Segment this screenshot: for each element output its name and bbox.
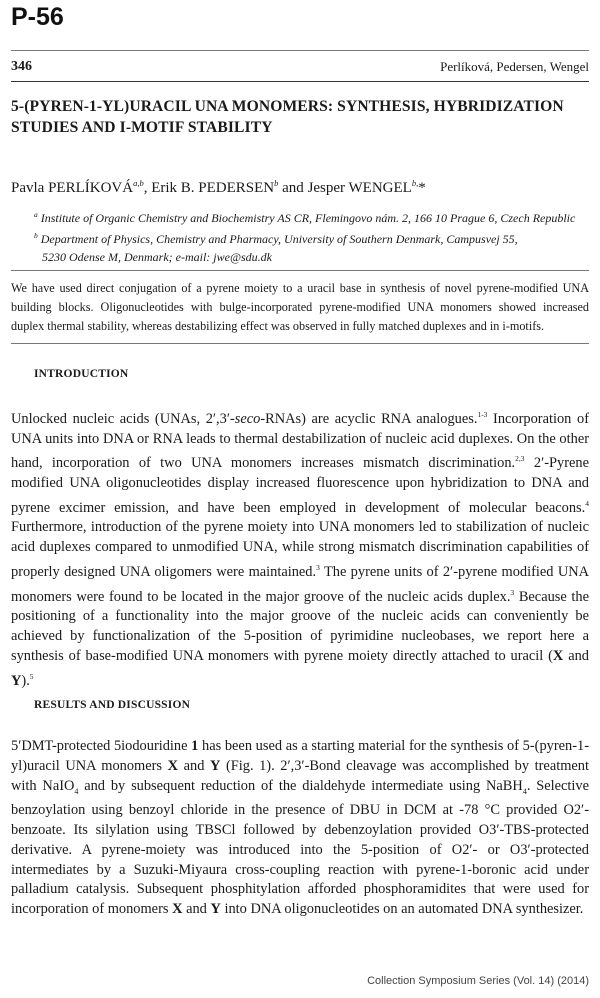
- results-heading: RESULTS AND DISCUSSION: [34, 699, 191, 711]
- results-body: [11, 737, 589, 920]
- text-run: 5: [29, 671, 34, 681]
- text-run: . Selective benzoylation using benzoyl chloride in the presence of DBU in DCM at -78 °C provided O2′-benzoate. Its silylation using TBSCl followed by debenzoylation provided O3′-TBS-protected derivative. A pyrene-moiety was introduced into the 5-position of O2′- or O3′-protected intermediates by a Suzuki-Miyaura cross-coupling reaction with pyrene-1-boronic acid under palladium catalysis. Subsequent phosphitylation afforded phosphoramidites that were used for incorporation of monomers: [11, 777, 589, 918]
- text-run: has been used as a starting material for the synthesis of 5-(pyren-1-yl)uracil UNA monomers: [11, 738, 589, 774]
- text-run: and by subsequent reduction of the dialdehyde intermediate using NaBH: [78, 777, 523, 794]
- text-run: 5′DMT-protected 5iodouridine: [11, 738, 192, 754]
- text-run: 4: [522, 786, 527, 796]
- text-run: 4: [74, 786, 79, 796]
- affiliation-b-address: 5230 Odense M, Denmark; e-mail: jwe@sdu.dk: [42, 250, 272, 264]
- text-run: 3: [316, 562, 320, 572]
- text-run: Furthermore, introduction of the pyrene moiety into UNA monomers led to stabilization of nucleic acid duplexes compared to unmodified UNA, while strong mismatch discrimination capabilities of properly designed UNA oligomers were maintained.: [11, 519, 589, 580]
- text-run: and: [178, 757, 210, 774]
- footer-series: Collection Symposium Series (Vol. 14) (2014): [367, 975, 589, 987]
- author-list: Pavla PERLÍKOVÁ$^{a,b}$, Erik B. PEDERSEN$^b$ and Jesper $WENGEL^{b,}*$: [11, 178, 426, 196]
- text-run: 3: [510, 587, 515, 597]
- author-1: Pavla PERLÍKOVÁ$^{a,b}$: [11, 178, 144, 196]
- affiliations: [34, 206, 589, 266]
- text-run: X: [172, 901, 183, 918]
- text-run: Y: [209, 757, 221, 774]
- text-run: 4: [585, 498, 589, 508]
- text-run: 2′-Pyrene modified UNA oligonucleotides display increased fluorescence upon hybridization to DNA and pyrene excimer emission, and have been employed in development of molecular beacons.: [11, 455, 589, 516]
- abstract: We have used direct conjugation of a pyrene moiety to a uracil base in synthesis of novel pyrene-modified UNA building blocks. Oligonucleotides with bulge-incorporated pyrene-modified UNA monomers showed increased duplex thermal stability, whereas destabilizing effect was observed in fully matched duplexes and in i-motifs.: [11, 281, 589, 333]
- text-run: Unlocked nucleic acids (UNAs, 2′,3′-: [11, 410, 235, 427]
- text-run: Y: [210, 901, 221, 918]
- author-2: Erik B. PEDERSEN$^b$: [151, 178, 279, 196]
- text-run: seco: [234, 410, 261, 427]
- text-run: (Fig. 1). 2′,3′-Bond cleavage was accomplished by treatment with NaIO: [11, 757, 589, 794]
- introduction-body: [11, 405, 589, 691]
- text-run: The pyrene units of 2′-pyrene modified UNA monomers were found to be located in the major groove of the nucleic acids duplex.: [11, 563, 589, 605]
- text-run: and: [182, 901, 211, 918]
- affiliation-b: $^b$ Department of Physics, Chemistry and Pharmacy, University of Southern Denmark, Campusvej 55,: [34, 231, 518, 246]
- affiliation-a: $^a$ Institute of Organic Chemistry and Biochemistry AS CR, Flemingovo nám. 2, 166 10 Prague 6, Czech Republic: [34, 210, 576, 225]
- introduction-heading: INTRODUCTION: [34, 368, 129, 380]
- running-head: Perlíková, Pedersen, Wengel: [440, 59, 589, 74]
- abstract-top-rule: [11, 270, 589, 271]
- text-run: X: [167, 757, 179, 774]
- author-3: Jesper $WENGEL^{b,}*$: [307, 178, 426, 196]
- text-run: Because the positioning of a functionality into the major groove of the nucleic acids can conveniently be achieved by functionalization of the 5-position of pyrimidine nucleobases, we report here a synthesis of base-modified UNA monomers with pyrene moiety directly attached to uracil (: [11, 588, 589, 664]
- text-run: into DNA oligonucleotides on an automated DNA synthesizer.: [220, 901, 584, 918]
- page-number: 346: [11, 59, 32, 74]
- text-run: 1: [191, 738, 199, 754]
- running-head-rule: [11, 81, 589, 82]
- text-run: Incorporation of UNA units into DNA or RNA leads to thermal destabilization of nucleic acid duplexes. On the other hand, incorporation of two UNA monomers increases mismatch discrimination.: [11, 410, 589, 472]
- text-run: and: [563, 647, 589, 664]
- text-run: ).: [21, 672, 30, 689]
- text-run: -RNAs) are acyclic RNA analogues.: [260, 410, 478, 427]
- text-run: X: [552, 647, 564, 664]
- text-run: 1-3: [477, 410, 488, 419]
- text-run: 2,3: [515, 454, 525, 464]
- text-run: Y: [11, 672, 22, 689]
- paper-title: 5-(PYREN-1-YL)URACIL UNA MONOMERS: SYNTHESIS, HYBRIDIZATION STUDIES AND I-MOTIF STABILITY: [11, 98, 564, 136]
- abstract-bottom-rule: [11, 343, 589, 344]
- header-rule: [11, 50, 589, 51]
- poster-id: P-56: [11, 3, 64, 31]
